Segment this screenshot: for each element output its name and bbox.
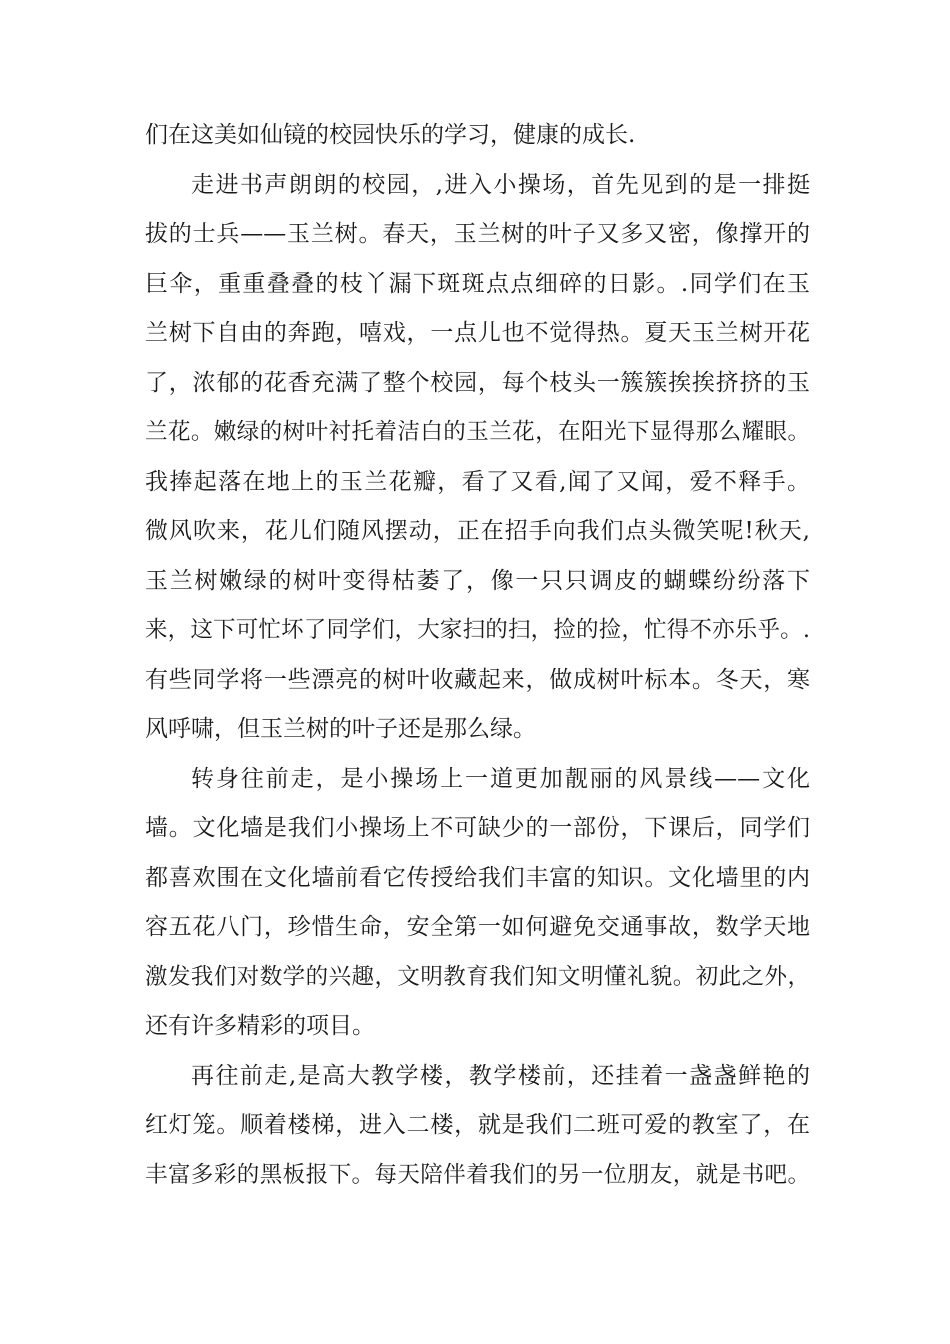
text-line: 微风吹来，花儿们随风摆动，正在招手向我们点头微笑呢!秋天, bbox=[145, 518, 810, 544]
document-body bbox=[145, 111, 810, 1200]
text-line: 了，浓郁的花香充满了整个校园，每个枝头一簇簇挨挨挤挤的玉 bbox=[145, 369, 810, 396]
text-line: 拔的士兵——玉兰树。春天，玉兰树的叶子又多又密，像撑开的 bbox=[145, 221, 810, 247]
text-line: 红灯笼。顺着楼梯，进入二楼，就是我们二班可爱的教室了，在 bbox=[145, 1112, 810, 1138]
text-line: 激发我们对数学的兴趣，文明教育我们知文明懂礼貌。初此之外， bbox=[145, 963, 810, 990]
text-line: 容五花八门，珍惜生命，安全第一如何避免交通事故，数学天地 bbox=[145, 914, 810, 940]
paragraph-first-line: 转身往前走，是小操场上一道更加靓丽的风景线——文化 bbox=[191, 765, 810, 792]
text-line: 我捧起落在地上的玉兰花瓣，看了又看,闻了又闻，爱不释手。 bbox=[145, 468, 810, 495]
text-line: 们在这美如仙镜的校园快乐的学习，健康的成长. bbox=[145, 122, 636, 148]
paragraph-first-line: 再往前走,是高大教学楼，教学楼前，还挂着一盏盏鲜艳的 bbox=[191, 1062, 810, 1089]
text-line: 玉兰树嫩绿的树叶变得枯萎了，像一只只调皮的蝴蝶纷纷落下 bbox=[145, 567, 810, 594]
text-line: 都喜欢围在文化墙前看它传授给我们丰富的知识。文化墙里的内 bbox=[145, 864, 810, 891]
paragraph-first-line: 走进书声朗朗的校园，,进入小操场，首先见到的是一排挺 bbox=[191, 171, 810, 198]
text-line: 兰树下自由的奔跑，嘻戏，一点儿也不觉得热。夏天玉兰树开花 bbox=[145, 320, 810, 346]
text-line: 还有许多精彩的项目。 bbox=[145, 1013, 375, 1039]
text-line: 来，这下可忙坏了同学们，大家扫的扫，捡的捡，忙得不亦乐乎。. bbox=[145, 617, 810, 643]
text-line: 墙。文化墙是我们小操场上不可缺少的一部份，下课后，同学们 bbox=[145, 815, 810, 841]
text-line: 风呼啸，但玉兰树的叶子还是那么绿。 bbox=[145, 716, 536, 742]
text-line: 兰花。嫩绿的树叶衬托着洁白的玉兰花，在阳光下显得那么耀眼。 bbox=[145, 419, 810, 445]
text-line: 巨伞，重重叠叠的枝丫漏下斑斑点点细碎的日影。.同学们在玉 bbox=[145, 270, 810, 297]
text-line: 丰富多彩的黑板报下。每天陪伴着我们的另一位朋友，就是书吧。 bbox=[145, 1161, 810, 1188]
text-line: 有些同学将一些漂亮的树叶收藏起来，做成树叶标本。冬天，寒 bbox=[145, 666, 810, 693]
